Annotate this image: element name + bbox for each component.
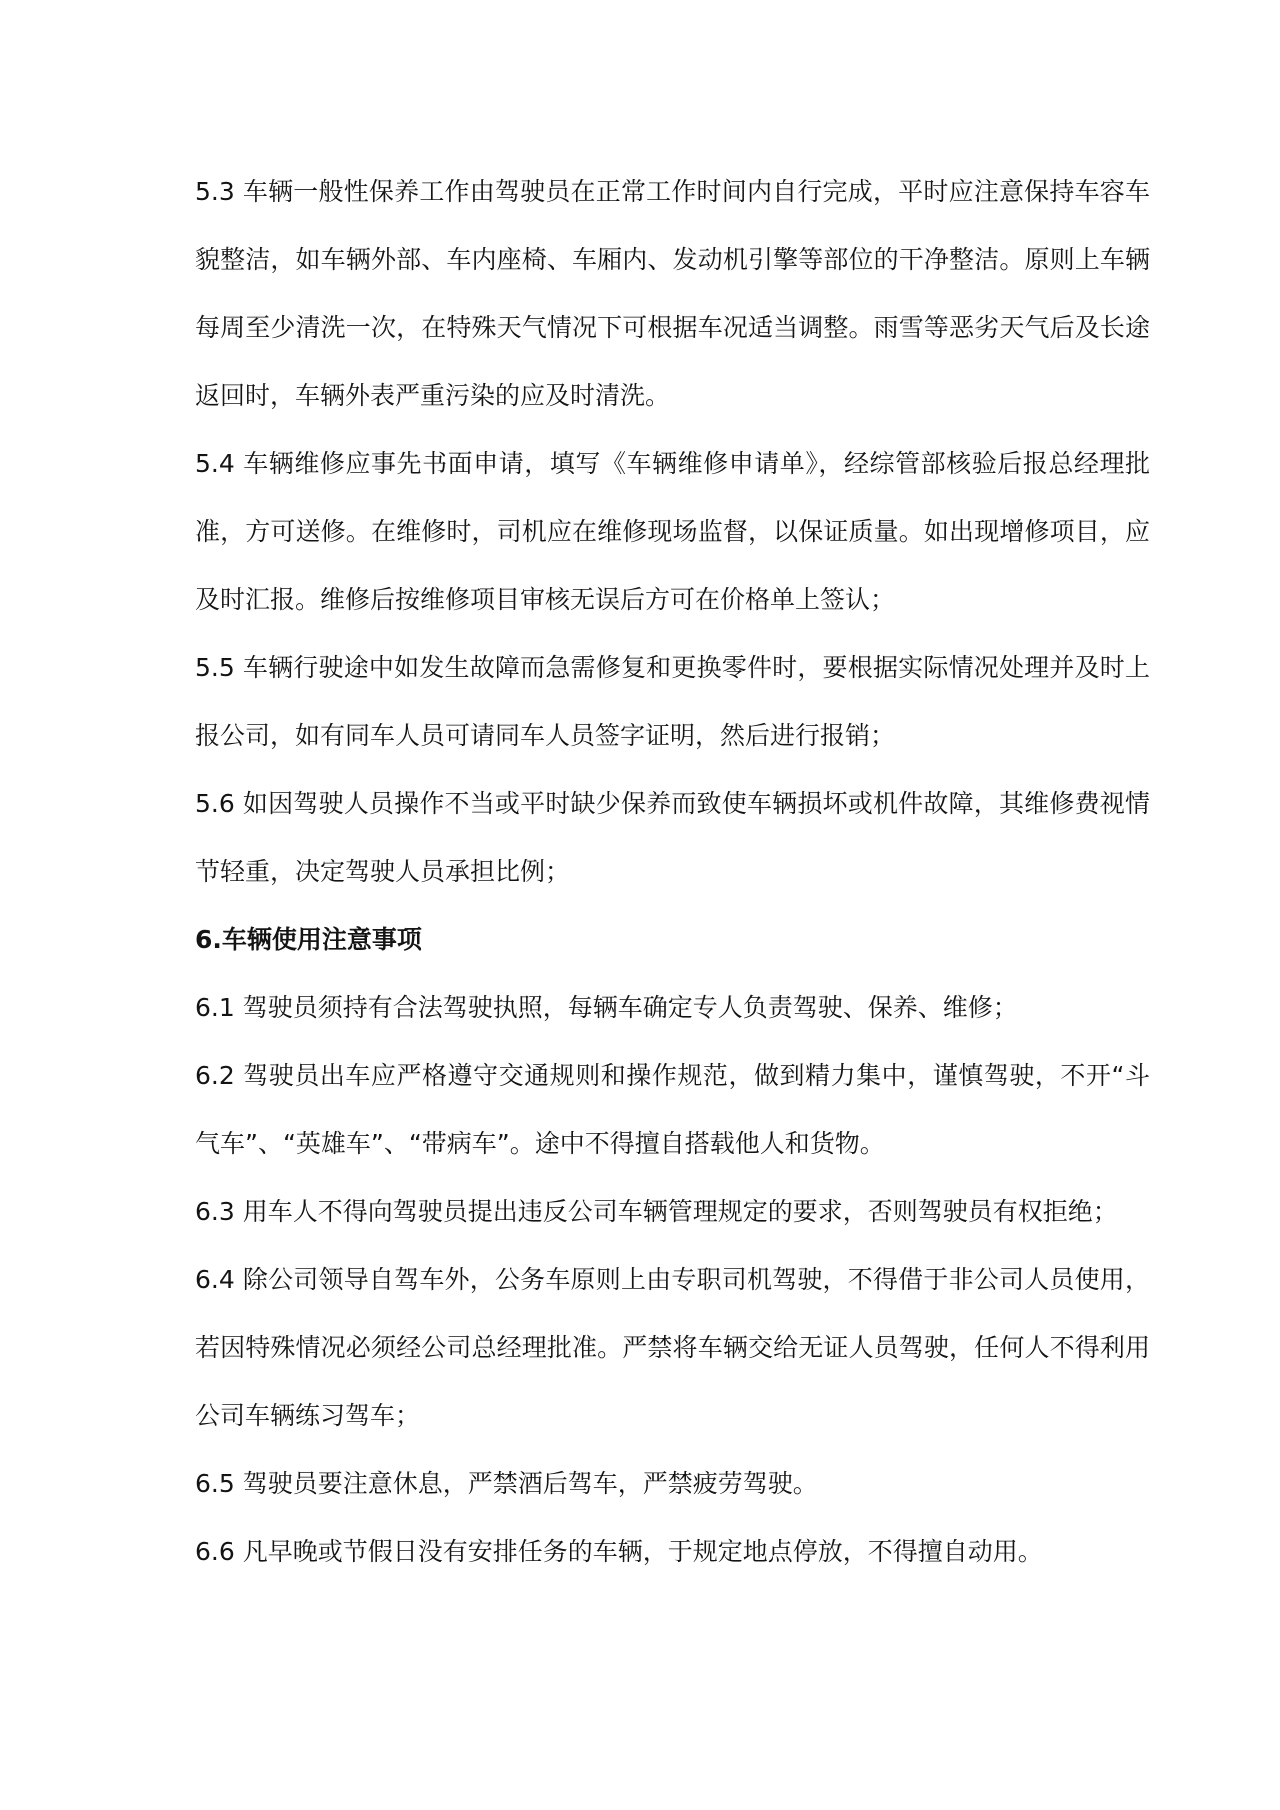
section-heading-6: 6.车辆使用注意事项 bbox=[195, 925, 422, 954]
paragraph-6-5: 6.5 驾驶员要注意休息，严禁酒后驾车，严禁疲劳驾驶。 bbox=[195, 1469, 818, 1498]
paragraph-5-4: 5.4 车辆维修应事先书面申请，填写《车辆维修申请单》，经综管部核验后报总经理批准，方可送修。在维修时，司机应在维修现场监督，以保证质量。如出现增修项目，应及时汇报。维修后按维修项目审核无误后方可在价格单上签认； bbox=[195, 449, 1150, 614]
paragraph-6-1: 6.1 驾驶员须持有合法驾驶执照，每辆车确定专人负责驾驶、保养、维修； bbox=[195, 993, 1018, 1022]
paragraph-6-3: 6.3 用车人不得向驾驶员提出违反公司车辆管理规定的要求，否则驾驶员有权拒绝； bbox=[195, 1197, 1118, 1226]
paragraph-6-4: 6.4 除公司领导自驾车外，公务车原则上由专职司机驾驶，不得借于非公司人员使用，若因特殊情况必须经公司总经理批准。严禁将车辆交给无证人员驾驶，任何人不得利用公司车辆练习驾车； bbox=[195, 1265, 1150, 1430]
paragraph-5-5: 5.5 车辆行驶途中如发生故障而急需修复和更换零件时，要根据实际情况处理并及时上报公司，如有同车人员可请同车人员签字证明，然后进行报销； bbox=[195, 653, 1150, 750]
paragraph-6-2: 6.2 驾驶员出车应严格遵守交通规则和操作规范，做到精力集中，谨慎驾驶，不开“斗气车”、“英雄车”、“带病车”。途中不得擅自搭载他人和货物。 bbox=[195, 1061, 1150, 1158]
paragraph-6-6: 6.6 凡早晚或节假日没有安排任务的车辆，于规定地点停放，不得擅自动用。 bbox=[195, 1537, 1043, 1566]
paragraph-5-6: 5.6 如因驾驶人员操作不当或平时缺少保养而致使车辆损坏或机件故障，其维修费视情节轻重，决定驾驶人员承担比例； bbox=[195, 789, 1150, 886]
document-body bbox=[195, 158, 1150, 1586]
paragraph-5-3: 5.3 车辆一般性保养工作由驾驶员在正常工作时间内自行完成，平时应注意保持车容车貌整洁，如车辆外部、车内座椅、车厢内、发动机引擎等部位的干净整洁。原则上车辆每周至少清洗一次，在特殊天气情况下可根据车况适当调整。雨雪等恶劣天气后及长途返回时，车辆外表严重污染的应及时清洗。 bbox=[195, 177, 1150, 410]
